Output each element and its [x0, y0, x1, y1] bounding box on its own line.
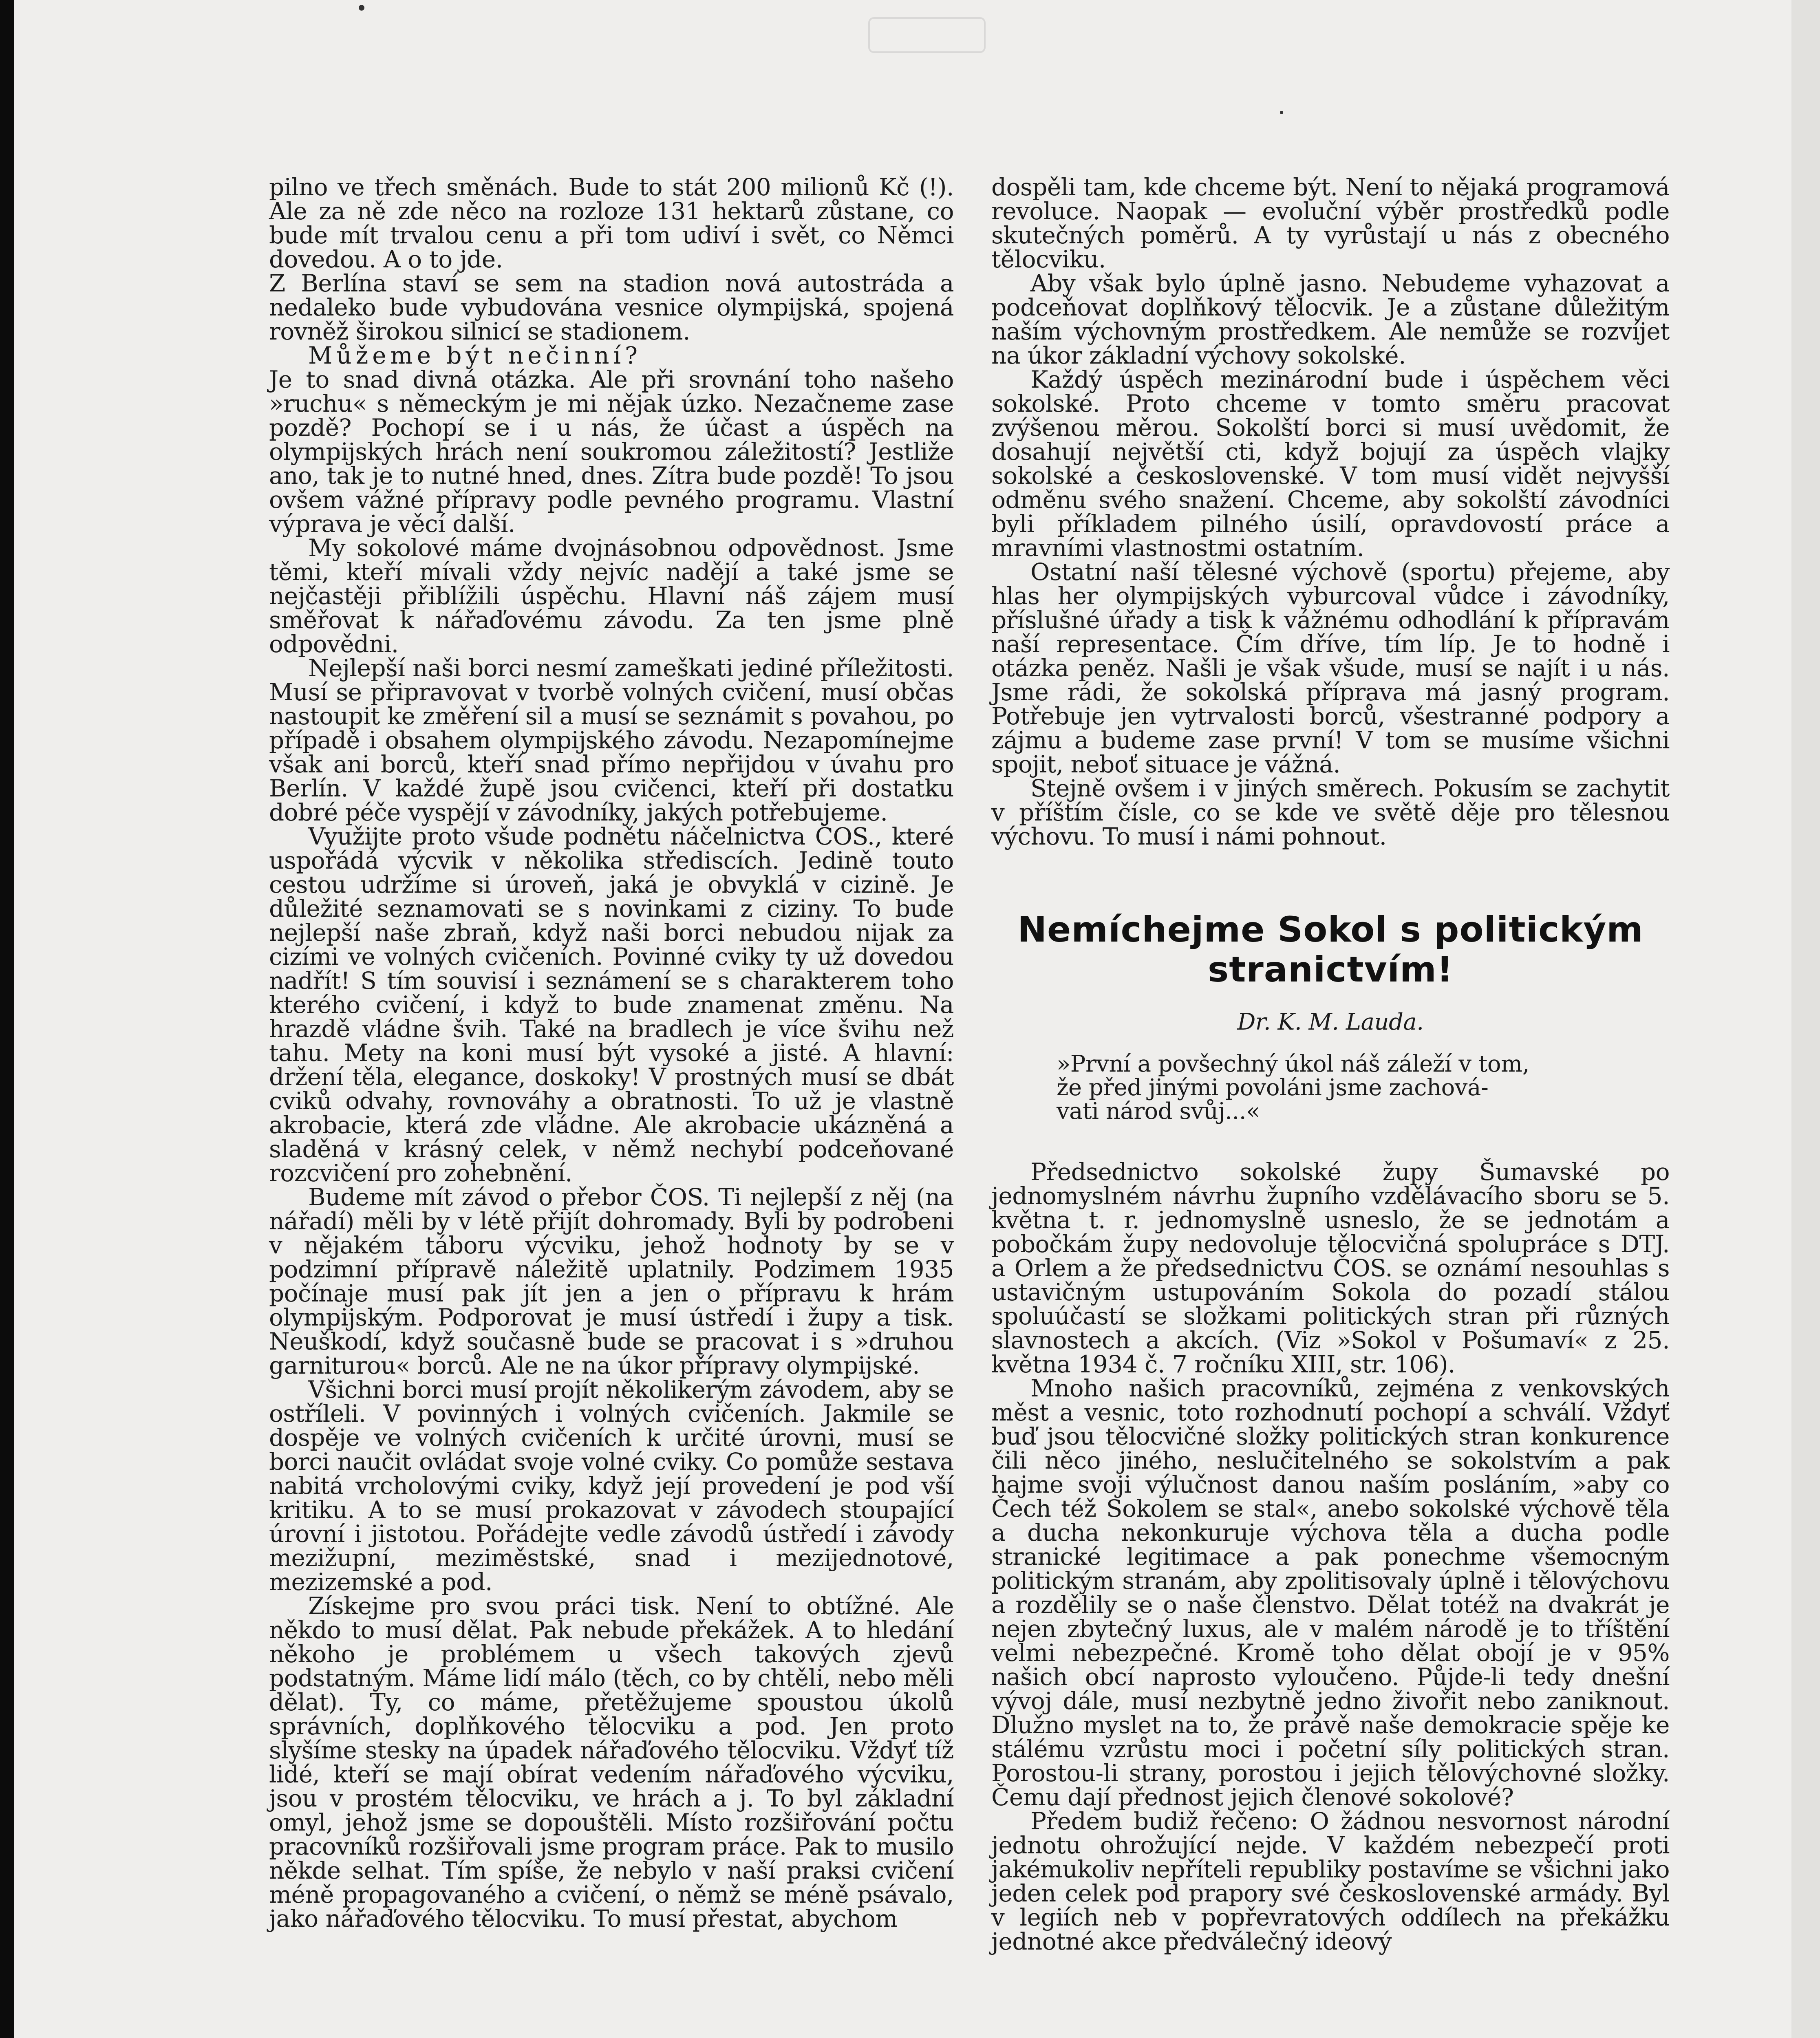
article-author: Dr. K. M. Lauda. [1237, 1009, 1424, 1035]
paragraph: Je to snad divná otázka. Ale při srovnání toho našeho »ruchu« s německým je mi nějak úzko. Nezačneme zase pozdě? Pochopí se i u nás, že účast a úspěch na olympijských hrách není soukromou záležitostí? Jestliže ano, tak je to nutné hned, dnes. Zítra bude pozdě! To jsou ovšem vážné přípravy podle pevného programu. Vlastní výprava je věcí další. [269, 366, 954, 538]
paragraph: Předem budiž řečeno: O žádnou nesvornost národní jednotu ohrožující nejde. V každém nebezpečí proti jakémukoliv nepříteli republiky postavíme se všichni jako jeden celek pod prapory své československé armády. Byl v legiích neb v popřevratových oddílech na překážku jednotné akce předválečný ideový [991, 1807, 1670, 1955]
quote-line: vati národ svůj...« [1057, 1098, 1260, 1125]
library-stamp [868, 17, 986, 53]
paragraph: Získejme pro svou práci tisk. Není to obtížné. Ale někdo to musí dělat. Pak nebude překážek. A to hledání někoho je problémem u všech takových zjevů podstatným. Máme lidí málo (těch, co by chtěli, nebo měli dělat). Ty, co máme, přetěžujeme spoustou úkolů správních, doplňkového tělocviku a pod. Jen proto slyšíme stesky na úpadek nářaďového tělocviku. Vždyť tíž lidé, kteří se mají obírat vedením nářaďového výcviku, jsou v prostém tělocviku, ve hrách a j. To byl základní omyl, jehož jsme se dopouštěli. Místo rozšiřování počtu pracovníků rozšiřovali jsme program práce. Pak to musilo někde selhat. Tím spíše, že nebylo v naší praksi cvičení méně propagovaného a cvičení, o němž se méně psávalo, jako nářaďového tělocviku. To musí přestat, abychom [269, 1592, 954, 1932]
paragraph: Aby však bylo úplně jasno. Nebudeme vyhazovat a podceňovat doplňkový tělocvik. Je a zůstane důležitým naším výchovným prostředkem. Ale nemůže se rozvíjet na úkor základní výchovy sokolské. [991, 269, 1670, 369]
right-column [991, 175, 1670, 1954]
paragraph: Z Berlína staví se sem na stadion nová autostráda a nedaleko bude vybudována vesnice olympijská, spojená rovněž širokou silnicí se stadionem. [269, 269, 954, 345]
left-column [269, 175, 954, 1931]
quote-line: »První a povšechný úkol náš záleží v tom, [1057, 1051, 1529, 1077]
paragraph: dospěli tam, kde chceme být. Není to nějaká programová revoluce. Naopak — evoluční výběr prostředků podle skutečných poměrů. A ty vyrůstají u nás z obecného tělocviku. [991, 173, 1670, 273]
page-edge [1791, 0, 1820, 2038]
speck [359, 5, 364, 11]
paragraph: Ostatní naší tělesné výchově (sportu) přejeme, aby hlas her olympijských vyburcoval vůdce i závodníky, příslušné úřady a tisk k vážnému odhodlání k přípravám naší representace. Čím dříve, tím líp. Je to hodně i otázka peněz. Našli je však všude, musí se najít i u nás. Jsme rádi, že sokolská příprava má jasný program. Potřebuje jen vytrvalosti borců, všestranné podpory a zájmu a budeme zase první! V tom se musíme všichni spojit, neboť situace je vážná. [991, 558, 1670, 778]
paragraph: Budeme mít závod o přebor ČOS. Ti nejlepší z něj (na nářadí) měli by v létě přijít dohromady. Byli by podrobeni v nějakém táboru výcviku, jehož hodnoty by se v podzimní přípravě náležitě uplatnily. Podzimem 1935 počínaje musí pak jít jen a jen o přípravu k hrám olympijským. Podporovat je musí ústředí i župy a tisk. Neuškodí, když současně bude se pracovat i s »druhou garniturou« borců. Ale ne na úkor přípravy olympijské. [269, 1183, 954, 1379]
paragraph: Nejlepší naši borci nesmí zameškati jediné příležitosti. Musí se připravovat v tvorbě volných cvičení, musí občas nastoupit ke změření sil a musí se seznámit s povahou, po případě i obsahem olympijského závodu. Nezapomínejme však ani borců, kteří snad přímo nepřijdou v úvahu pro Berlín. V každé župě jsou cvičenci, kteří při dostatku dobré péče vyspějí v závodníky, jakých potřebujeme. [269, 654, 954, 826]
quote-line: že před jinými povoláni jsme zachová- [1057, 1074, 1489, 1101]
paragraph: My sokolové máme dvojnásobnou odpovědnost. Jsme těmi, kteří mívali vždy nejvíc nadějí a také jsme se nejčastěji přiblížili úspěchu. Hlavní náš zájem musí směřovat k nářaďovému závodu. Za ten jsme plně odpovědni. [269, 534, 954, 658]
speck [1280, 111, 1283, 114]
paragraph: Předsednictvo sokolské župy Šumavské po jednomyslném návrhu župního vzdělávacího sboru se 5. května t. r. jednomyslně usneslo, že se jednotám a pobočkám župy nedovoluje tělocvičná spolupráce s DTJ. a Orlem a že předsednictvu ČOS. se oznámí nesouhlas s ustavičným ustupováním Sokola do pozadí stálou spoluúčastí se složkami politických stran při různých slavnostech a akcích. (Viz »Sokol v Pošumaví« z 25. května 1934 č. 7 ročníku XIII, str. 106). [991, 1158, 1670, 1378]
article-headline: Nemíchejme Sokol s politickým stranictvím! [1017, 909, 1644, 990]
paragraph: Stejně ovšem i v jiných směrech. Pokusím se zachytit v příštím čísle, co se kde ve světě děje pro tělesnou výchovu. To musí i námi pohnout. [991, 774, 1670, 850]
paragraph: pilno ve třech směnách. Bude to stát 200 milionů Kč (!). Ale za ně zde něco na rozloze 131 hektarů zůstane, co bude mít trvalou cenu a při tom udiví i svět, co Němci dovedou. A o to jde. [269, 173, 954, 273]
spaced-subheading: Můžeme být nečinní? [308, 342, 642, 369]
binding-shadow [0, 0, 14, 2038]
paragraph: Každý úspěch mezinárodní bude i úspěchem věci sokolské. Proto chceme v tomto směru pracovat zvýšenou měrou. Sokolští borci si musí uvědomit, že dosahují největší cti, když bojují za úspěch vlajky sokolské a československé. V tom musí vidět nejvyšší odměnu svého snažení. Chceme, aby sokolští závodníci byli příkladem pilného úsilí, opravdovostí práce a mravními vlastnostmi ostatním. [991, 366, 1670, 562]
paragraph: Využijte proto všude podnětu náčelnictva ČOS., které uspořádá výcvik v několika střediscích. Jedině touto cestou udržíme si úroveň, jaká je obvyklá v cizině. Je důležité seznamovati se s novinkami z ciziny. To bude nejlepší naše zbraň, když naši borci nebudou nijak za cizími ve volných cvičeních. Povinné cviky ty už dovedou nadřít! S tím souvisí i seznámení se s charakterem toho kterého cvičení, i když to bude znamenat změnu. Na hrazdě vládne švih. Také na bradlech je více švihu než tahu. Mety na koni musí být vysoké a jisté. A hlavní: držení těla, elegance, doskoky! V prostných musí se dbát cviků odvahy, rovnováhy a obratnosti. To už je vlastně akrobacie, která zde vládne. Ale akrobacie ukázněná a sladěná v krásný celek, v němž nechybí podceňované rozcvičení pro zohebnění. [269, 823, 954, 1187]
epigraph-quote [1057, 1052, 1670, 1123]
paragraph: Mnoho našich pracovníků, zejména z venkovských měst a vesnic, toto rozhodnutí pochopí a schválí. Vždyť buď jsou tělocvičné složky politických stran konkurence čili něco jiného, neslučitelného se sokolstvím a pak hajme svoji výlučnost danou naším posláním, »aby co Čech též Sokolem se stal«, anebo sokolské výchově těla a ducha nekonkuruje výchova těla a ducha podle stranické legitimace a pak ponechme všemocným politickým stranám, aby zpolitisovaly úplně i tělovýchovu a rozdělily se o naše členstvo. Dělat totéž na dvakrát je nejen zbytečný luxus, ale v malém národě je to tříštění velmi nebezpečné. Kromě toho dělat obojí je v 95% našich obcí naprosto vyloučeno. Půjde-li tedy dnešní vývoj dále, musí nezbytně jedno živořit nebo zaniknout. Dlužno myslet na to, že právě naše demokracie spěje ke stálému vzrůstu moci i početní síly politických stran. Porostou-li strany, porostou i jejich tělovýchovné složky. Čemu dají přednost jejich členové sokolové? [991, 1374, 1670, 1811]
paragraph: Všichni borci musí projít několikerým závodem, aby se ostříleli. V povinných i volných cvičeních. Jakmile se dospěje ve volných cvičeních k určité úrovni, musí se borci naučit ovládat svoje volné cviky. Co pomůže sestava nabitá vrcholovými cviky, když její provedení je pod vší kritiku. A to se musí prokazovat v závodech stoupající úrovní i jistotou. Pořádejte vedle závodů ústředí i závody mezižupní, meziměstské, snad i mezijednotové, mezizemské a pod. [269, 1376, 954, 1596]
